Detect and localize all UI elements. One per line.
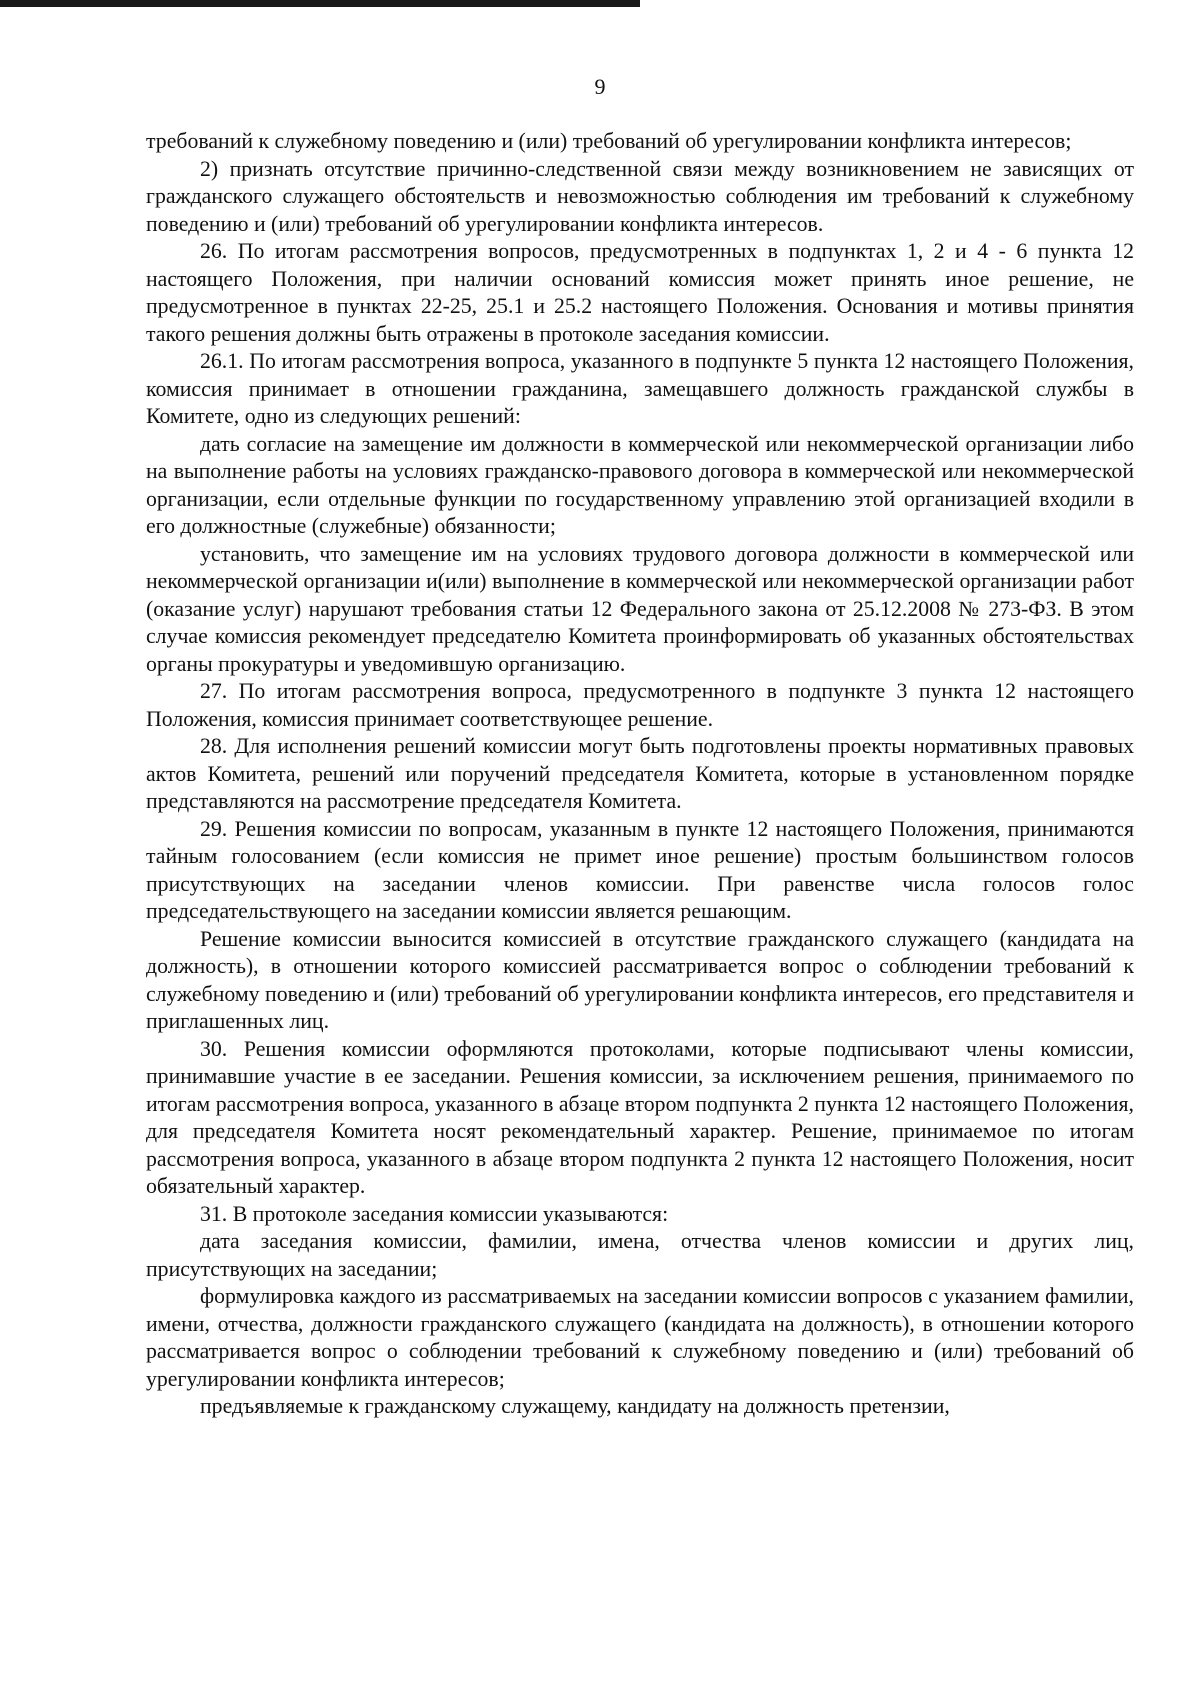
paragraph-establish: установить, что замещение им на условиях трудового договора должности в коммерческой или некоммерческой организации и(или) выполнение в коммерческой или некоммерческой организации работ (оказание услуг) нарушают требования статьи 12 Федерального закона от 25.12.2008 № 273-ФЗ. В этом случае комиссия рекомендует председателю Комитета проинформировать об указанных обстоятельствах органы прокуратуры и уведомившую организацию. (146, 541, 1134, 676)
paragraph-28: 28. Для исполнения решений комиссии могут быть подготовлены проекты нормативных правовых актов Комитета, решений или поручений председателя Комитета, которые в установленном порядке представляются на рассмотрение председателя Комитета. (146, 734, 1134, 813)
document-body (146, 128, 1134, 1421)
paragraph-decision-absence: Решение комиссии выносится комиссией в отсутствие гражданского служащего (кандидата на должность), в отношении которого комиссией рассматривается вопрос о соблюдении требований к служебному поведению и (или) требований об урегулировании конфликта интересов, его представителя и приглашенных лиц. (146, 926, 1134, 1033)
paragraph-consent: дать согласие на замещение им должности в коммерческой или некоммерческой организации либо на выполнение работы на условиях гражданско-правового договора в коммерческой или некоммерческой организации, если отдельные функции по государственному управлению этой организацией входили в его должностные (служебные) обязанности; (146, 431, 1134, 538)
paragraph-26-1: 26.1. По итогам рассмотрения вопроса, указанного в подпункте 5 пункта 12 настоящего Положения, комиссия принимает в отношении гражданина, замещавшего должность гражданской службы в Комитете, одно из следующих решений: (146, 349, 1134, 428)
paragraph-meeting-date: дата заседания комиссии, фамилии, имена, отчества членов комиссии и других лиц, присутствующих на заседании; (146, 1229, 1134, 1281)
paragraph-30: 30. Решения комиссии оформляются протоколами, которые подписывают члены комиссии, принимавшие участие в ее заседании. Решения комиссии, за исключением решения, принимаемого по итогам рассмотрения вопроса, указанного в абзаце втором подпункта 2 пункта 12 настоящего Положения, для председателя Комитета носят рекомендательный характер. Решение, принимаемое по итогам рассмотрения вопроса, указанного в абзаце втором подпункта 2 пункта 12 настоящего Положения, носит обязательный характер. (146, 1036, 1134, 1198)
paragraph-continuation: требований к служебному поведению и (или) требований об урегулировании конфликта интересов; (146, 129, 1072, 153)
paragraph-question-wording: формулировка каждого из рассматриваемых на заседании комиссии вопросов с указанием фамилии, имени, отчества, должности гражданского служащего (кандидата на должность), в отношении которого рассматривается вопрос о соблюдении требований к служебному поведению и (или) требований об урегулировании конфликта интересов; (146, 1284, 1134, 1391)
paragraph-29: 29. Решения комиссии по вопросам, указанным в пункте 12 настоящего Положения, принимаются тайным голосованием (если комиссия не примет иное решение) простым большинством голосов присутствующих на заседании членов комиссии. При равенстве числа голосов голос председательствующего на заседании комиссии является решающим. (146, 816, 1134, 923)
paragraph-claims: предъявляемые к гражданскому служащему, кандидату на должность претензии, (200, 1394, 950, 1418)
scan-edge-bar (0, 0, 640, 7)
page-number: 9 (594, 74, 606, 99)
paragraph-26: 26. По итогам рассмотрения вопросов, предусмотренных в подпунктах 1, 2 и 4 - 6 пункта 12 настоящего Положения, при наличии оснований комиссия может принять иное решение, не предусмотренное в пунктах 22-25, 25.1 и 25.2 настоящего Положения. Основания и мотивы принятия такого решения должны быть отражены в протоколе заседания комиссии. (146, 239, 1134, 346)
paragraph-27: 27. По итогам рассмотрения вопроса, предусмотренного в подпункте 3 пункта 12 настоящего Положения, комиссия принимает соответствующее решение. (146, 679, 1134, 731)
paragraph-subitem-2: 2) признать отсутствие причинно-следственной связи между возникновением не зависящих от гражданского служащего обстоятельств и невозможностью соблюдения им требований к служебному поведению и (или) требований об урегулировании конфликта интересов. (146, 156, 1134, 236)
paragraph-31: 31. В протоколе заседания комиссии указываются: (200, 1201, 669, 1226)
